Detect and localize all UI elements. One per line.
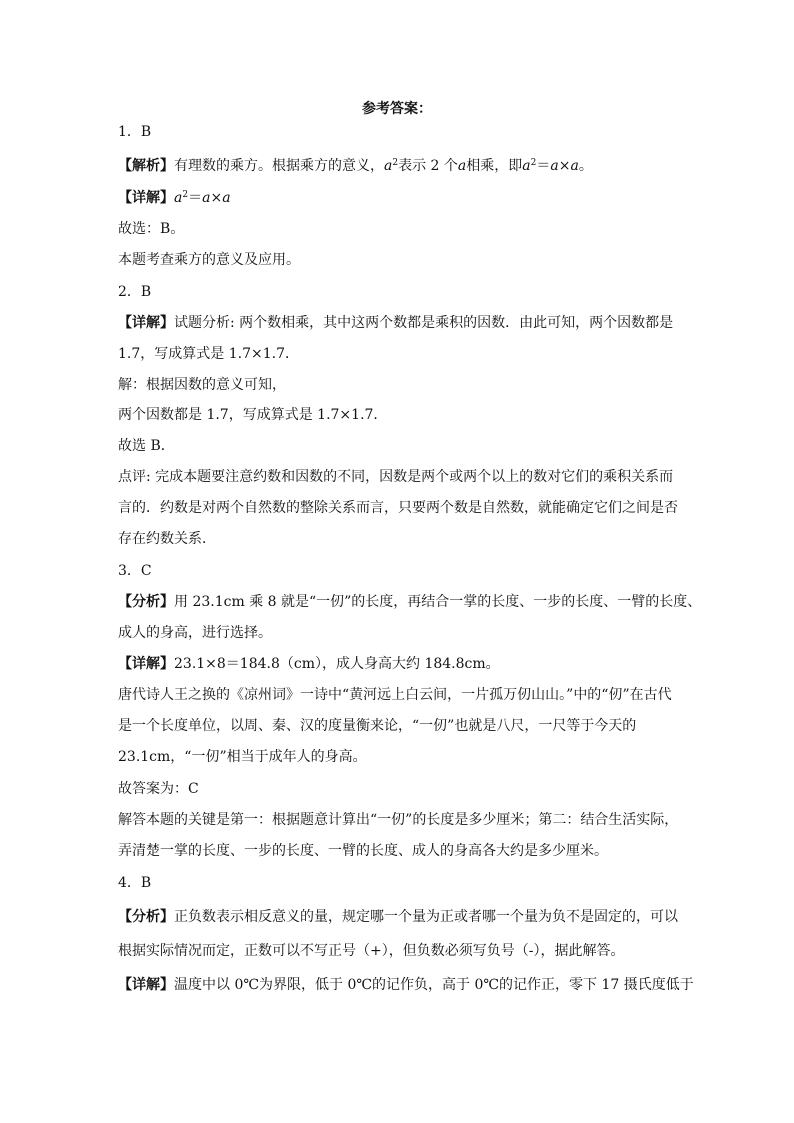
q3-detail: 【详解】23.1×8＝184.8（cm），成人身高大约 184.8cm。 [118,656,500,672]
q1-note: 本题考查乘方的意义及应用。 [118,252,300,268]
q2-detail: 【详解】试题分析: 两个数相乘，其中这两个数都是乘积的因数．由此可知，两个因数都是 [118,315,674,331]
q2-answer: 2．B [118,284,152,300]
q2-line-8: 存在约数关系． [118,531,216,547]
q2-line-5: 故选 B． [118,438,175,454]
q1-analysis: 【解析】有理数的乘方。根据乘方的意义，$a^2$表示 2 个a相乘，即$a^2=a\times a$。 [118,158,593,174]
detail-tag: 【详解】 [118,656,174,672]
q1-detail: 【详解】$a^2=a\times a$ [118,190,231,206]
q3-line-6: 23.1cm，“一仞”相当于成年人的身高。 [118,749,367,765]
q3-line-9: 弄清楚一掌的长度、一步的长度、一臂的长度、成人的身高各大约是多少厘米。 [118,843,608,859]
analysis-tag: 【分析】 [118,594,174,610]
q2-line-6: 点评: 完成本题要注意约数和因数的不同，因数是两个或两个以上的数对它们的乘积关系而 [118,469,674,485]
q2-line-4: 两个因数都是 1.7，写成算式是 1.7×1.7． [118,407,388,423]
q2-line-3: 解：根据因数的意义可知， [118,377,286,393]
q3-analysis: 【分析】用 23.1cm 乘 8 就是“一仞”的长度，再结合一掌的长度、一步的长度、一臂的长度、 [118,594,702,610]
q4-analysis: 【分析】正负数表示相反意义的量，规定哪一个量为正或者哪一个量为负不是固定的，可以 [118,909,678,925]
q3-line-4: 唐代诗人王之换的《凉州词》一诗中“黄河远上白云间，一片孤万仞山山。”中的“仞”在古代 [118,687,672,703]
q4-detail: 【详解】温度中以 0℃为界限，低于 0℃的记作负，高于 0℃的记作正，零下 17 摄氏度低于 [118,977,694,993]
detail-tag: 【详解】 [118,190,174,206]
q2-line-2: 1.7，写成算式是 1.7×1.7． [118,346,299,362]
q3-line-8: 解答本题的关键是第一：根据题意计算出“一仞”的长度是多少厘米；第二：结合生活实际， [118,812,679,828]
detail-tag: 【详解】 [118,977,174,993]
page-title: 参考答案： [362,101,432,117]
q3-line-7: 故答案为：C [118,781,199,797]
detail-tag: 【详解】 [118,315,174,331]
q1-choice: 故选：B。 [118,221,185,237]
q2-line-7: 言的．约数是对两个自然数的整除关系而言，只要两个数是自然数，就能确定它们之间是否 [118,500,678,516]
q3-answer: 3．C [118,563,152,579]
q4-answer: 4．B [118,875,152,891]
analysis-tag: 【分析】 [118,909,174,925]
q4-line-2: 根据实际情况而定，正数可以不写正号（+），但负数必须写负号（-），据此解答。 [118,943,625,959]
q1-answer: 1．B [118,124,152,140]
q3-line-2: 成人的身高，进行选择。 [118,625,272,641]
q3-line-5: 是一个长度单位，以周、秦、汉的度量衡来论，“一仞”也就是八尺，一尺等于今天的 [118,718,637,734]
analysis-tag: 【解析】 [118,158,174,174]
